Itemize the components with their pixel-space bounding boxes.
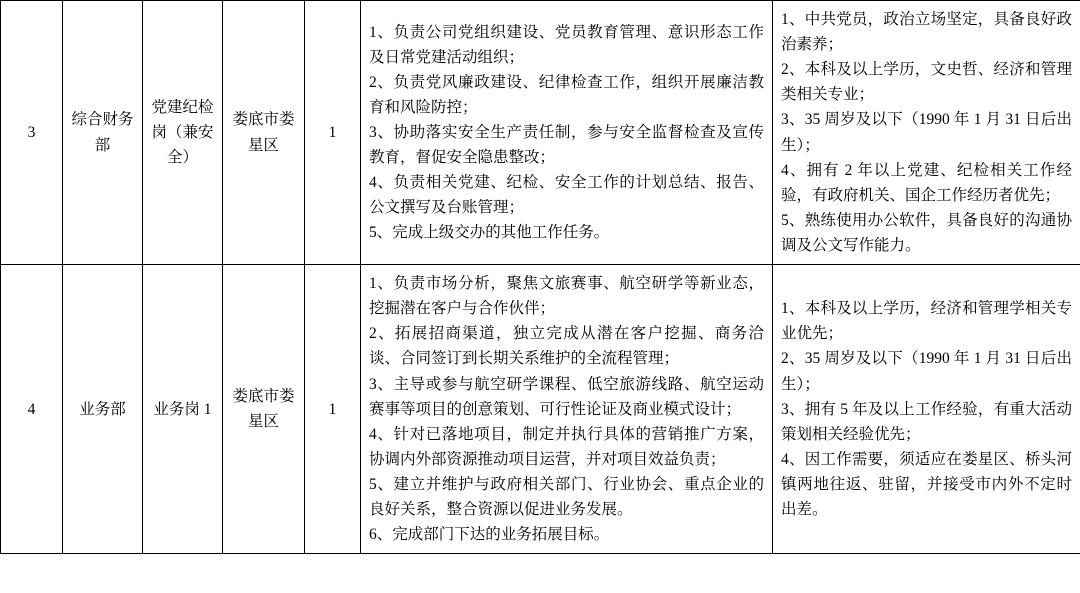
row-department-cell: 综合财务部 <box>63 1 143 265</box>
row-headcount-cell: 1 <box>305 265 361 554</box>
duty-item: 1、负责公司党组织建设、党员教育管理、意识形态工作及日常党建活动组织； <box>369 23 764 66</box>
requirement-item: 1、中共党员，政治立场坚定，具备良好政治素养； <box>781 11 1072 54</box>
requirement-item: 2、35 周岁及以下（1990 年 1 月 31 日后出生）； <box>781 350 1072 393</box>
table-row <box>1 265 1080 554</box>
duty-item: 1、负责市场分析，聚焦文旅赛事、航空研学等新业态，挖掘潜在客户与合作伙伴； <box>369 275 764 318</box>
row-number-cell: 3 <box>1 1 63 265</box>
requirement-item: 1、本科及以上学历，经济和管理学相关专业优先； <box>781 300 1072 343</box>
row-department-cell: 业务部 <box>63 265 143 554</box>
requirement-item: 3、拥有 5 年及以上工作经验，有重大活动策划相关经验优先； <box>781 400 1072 443</box>
duty-item: 4、针对已落地项目，制定并执行具体的营销推广方案，协调内外部资源推动项目运营，并对项目效益负责； <box>369 425 764 468</box>
row-workplace-cell: 娄底市娄星区 <box>223 265 305 554</box>
table-row <box>1 1 1080 265</box>
row-workplace-cell: 娄底市娄星区 <box>223 1 305 265</box>
row-duties-cell <box>361 1 773 265</box>
row-requirements-cell <box>773 1 1080 265</box>
row-requirements-cell <box>773 265 1080 554</box>
duty-item: 4、负责相关党建、纪检、安全工作的计划总结、报告、公文撰写及台账管理； <box>369 174 764 217</box>
duty-item: 3、主导或参与航空研学课程、低空旅游线路、航空运动赛事等项目的创意策划、可行性论证及商业模式设计； <box>369 375 764 418</box>
duty-item: 2、拓展招商渠道，独立完成从潜在客户挖掘、商务洽谈、合同签订到长期关系维护的全流程管理； <box>369 325 764 368</box>
duty-item: 5、建立并维护与政府相关部门、行业协会、重点企业的良好关系，整合资源以促进业务发展。 <box>369 475 764 519</box>
duty-item: 6、完成部门下达的业务拓展目标。 <box>369 526 610 544</box>
row-post-cell: 业务岗 1 <box>143 265 223 554</box>
requirement-item: 5、熟练使用办公软件，具备良好的沟通协调及公文写作能力。 <box>781 211 1072 254</box>
requirement-item: 3、35 周岁及以下（1990 年 1 月 31 日后出生）； <box>781 111 1072 154</box>
requirement-item: 4、因工作需要，须适应在娄星区、桥头河镇两地往返、驻留，并接受市内外不定时出差。 <box>781 450 1072 519</box>
requirement-item: 2、本科及以上学历，文史哲、经济和管理类相关专业； <box>781 61 1072 104</box>
row-headcount-cell: 1 <box>305 1 361 265</box>
requirement-item: 4、拥有 2 年以上党建、纪检相关工作经验，有政府机关、国企工作经历者优先； <box>781 161 1072 204</box>
row-post-cell: 党建纪检岗（兼安全） <box>143 1 223 265</box>
row-number-cell: 4 <box>1 265 63 554</box>
duty-item: 3、协助落实安全生产责任制，参与安全监督检查及宣传教育，督促安全隐患整改； <box>369 123 764 167</box>
duty-item: 5、完成上级交办的其他工作任务。 <box>369 224 610 242</box>
row-duties-cell <box>361 265 773 554</box>
duty-item: 2、负责党风廉政建设、纪律检查工作，组织开展廉洁教育和风险防控； <box>369 73 764 116</box>
